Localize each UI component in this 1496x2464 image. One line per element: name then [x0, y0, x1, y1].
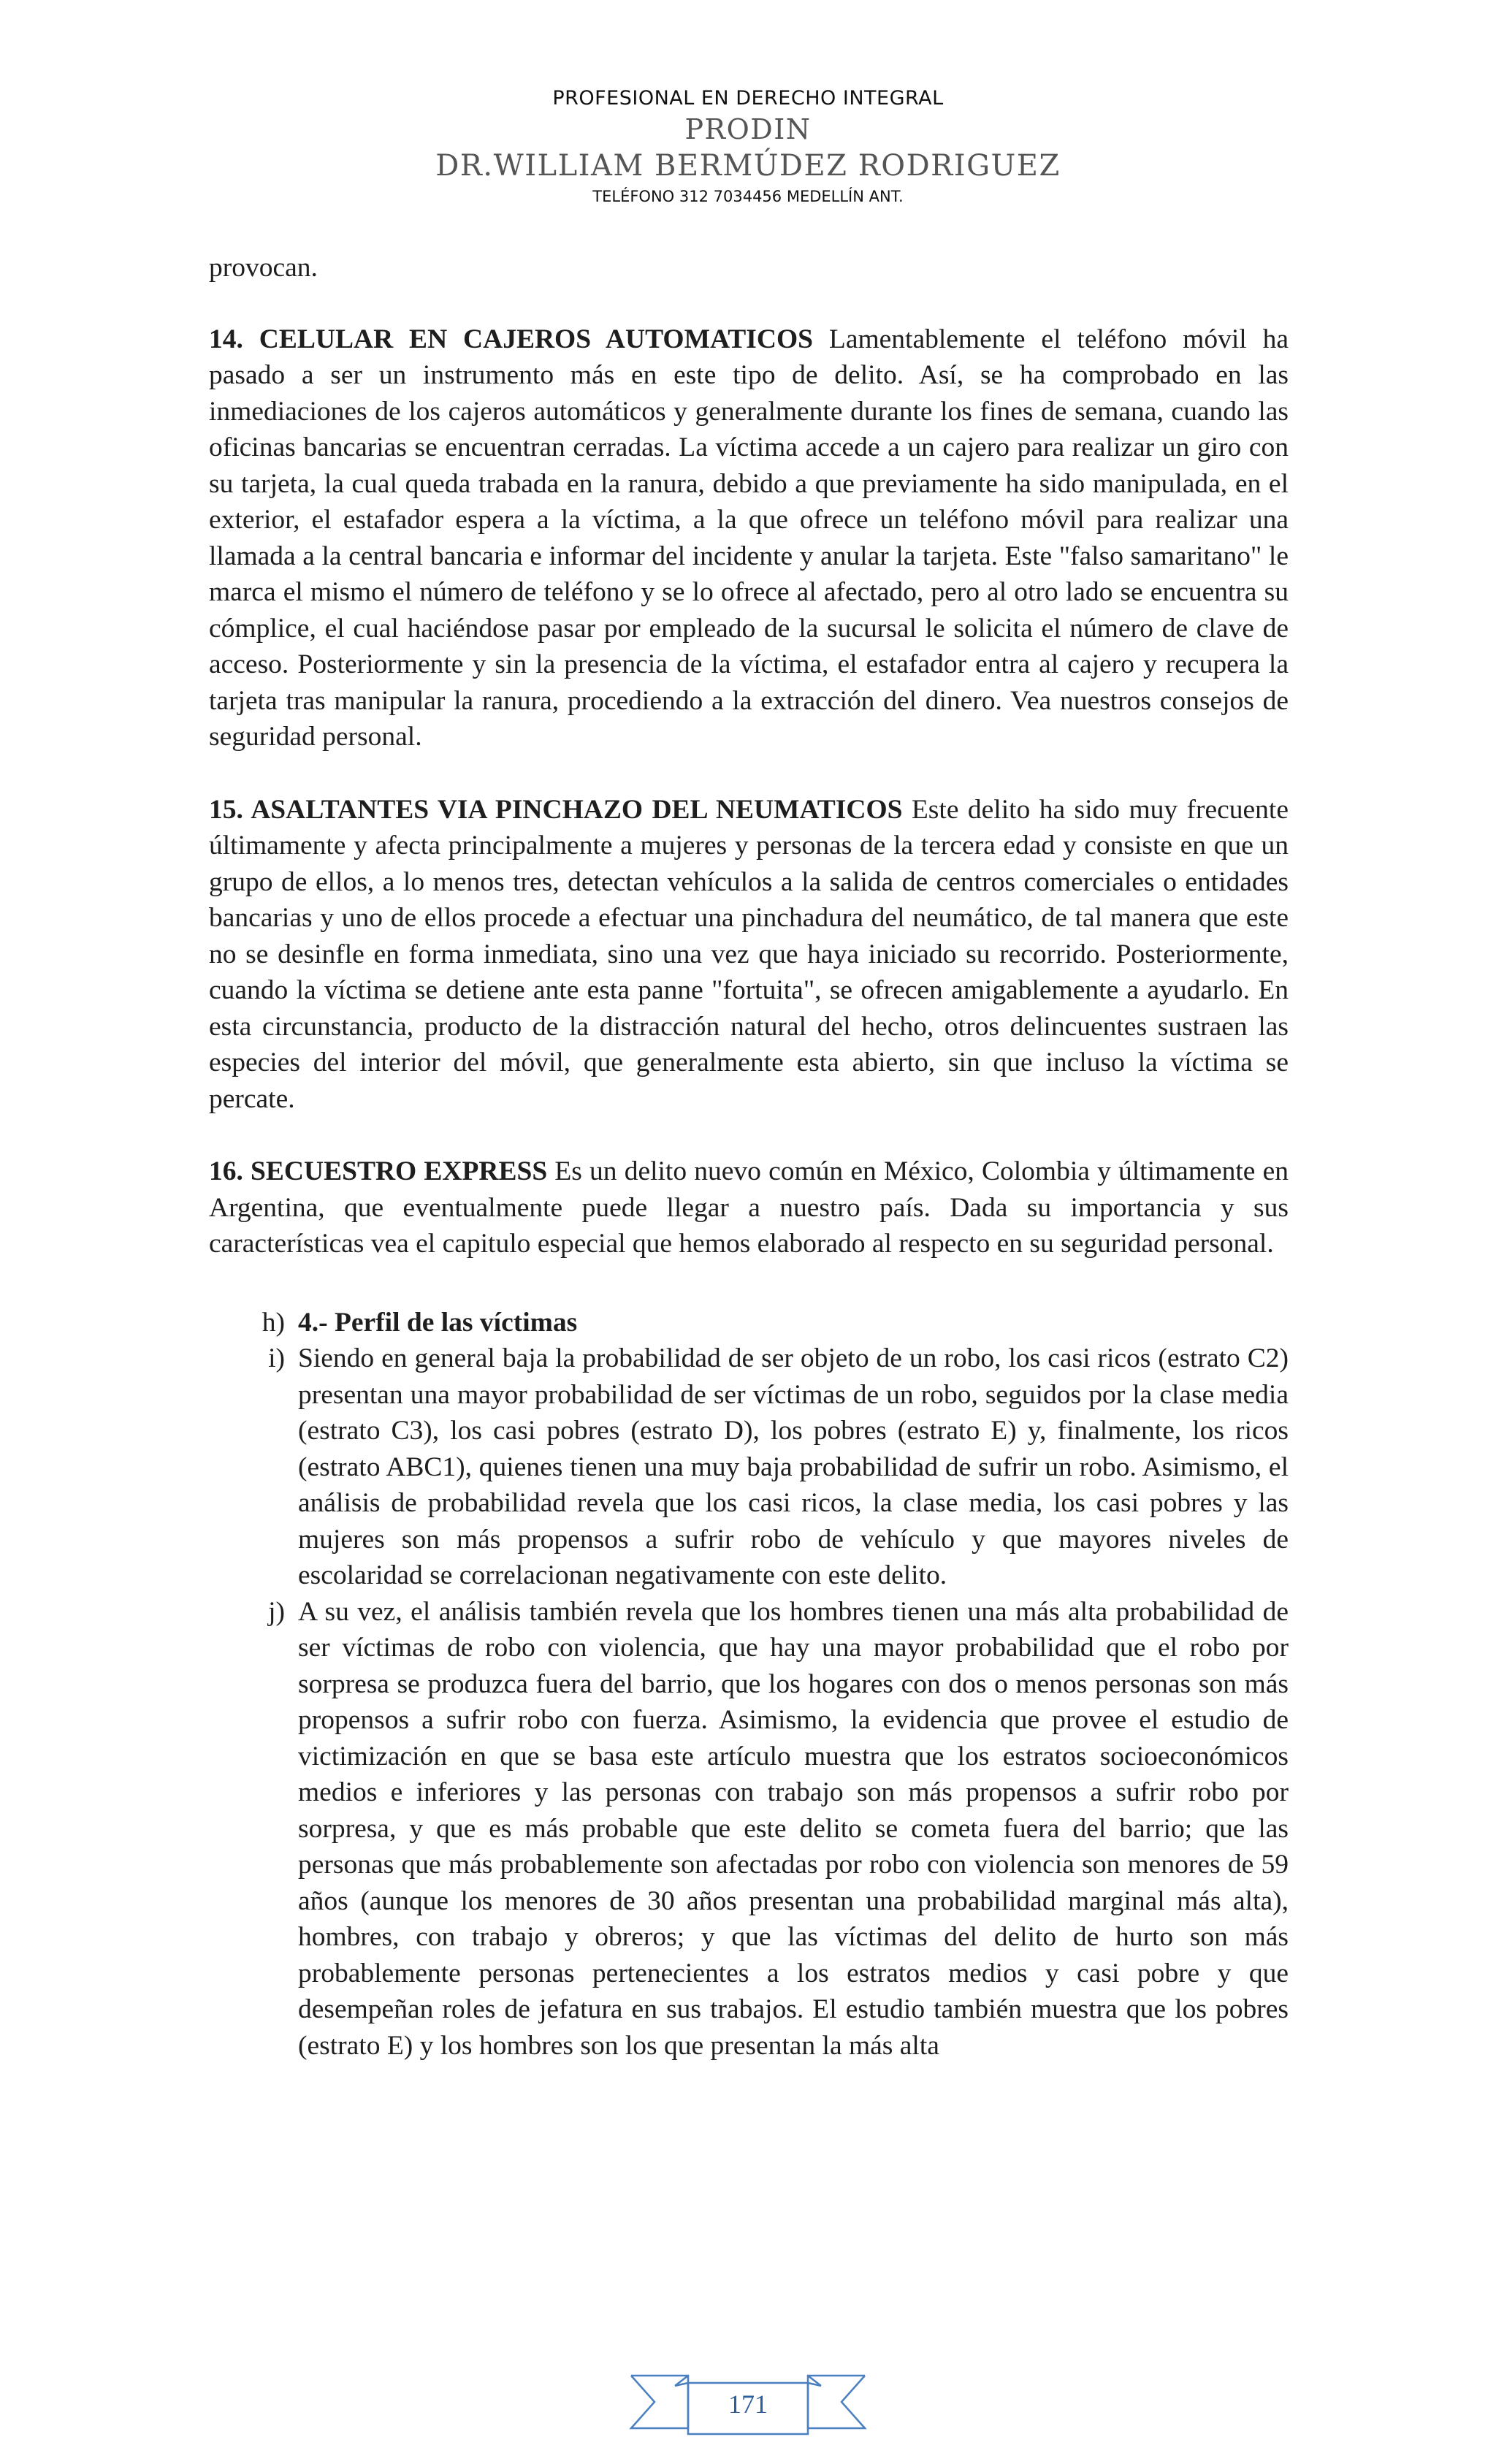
list-marker: h): [262, 1307, 285, 1338]
list-item-text: A su vez, el análisis también revela que los hombres tienen una más alta probabilidad de ser víctimas de robo con violencia, que hay una mayor probabilidad que el robo por sorpresa se produzca fuera del barrio, que los hogares con dos o menos personas son más propensos a sufrir robo con fuerza. Asimismo, la evidencia que provee el estudio de victimización en que se basa este artículo muestra que los estratos socioeconómicos medios e inferiores y las personas con trabajo son más propensos a sufrir robo por sorpresa, y que es más probable que este delito se cometa fuera del barrio; que las personas que más probablemente son afectadas por robo con violencia son menores de 59 años (aunque los menores de 30 años presentan una probabilidad marginal más alta), hombres, con trabajo y obreros; y que las víctimas del delito de hurto son más probablemente personas pertenecientes a los estratos medios y casi pobre y que desempeñan roles de jefatura en sus trabajos. El estudio también muestra que los pobres (estrato E) y los hombres son los que presentan la más alta: [298, 1596, 1289, 2061]
section-14: [209, 321, 1289, 755]
list-marker: i): [268, 1343, 285, 1373]
header-lawyer-name: DR.WILLIAM BERMÚDEZ RODRIGUEZ: [435, 149, 1061, 183]
victim-profile-list: [209, 1305, 1289, 2064]
list-item: [209, 1340, 1289, 1594]
page-number: 171: [728, 2389, 768, 2419]
header-acronym: PRODIN: [684, 113, 812, 145]
list-item: [209, 1305, 1289, 1341]
section-heading: 14. CELULAR EN CAJEROS AUTOMATICOS: [209, 324, 813, 354]
section-text: Este delito ha sido muy frecuente últimamente y afecta principalmente a mujeres y personas de la tercera edad y consiste en que un grupo de ellos, a lo menos tres, detectan vehículos a la salida de centros comerciales o entidades bancarias y uno de ellos procede a efectuar una pinchadura del neumático, de tal manera que este no se desinfle en forma inmediata, sino una vez que haya iniciado su recorrido. Posteriormente, cuando la víctima se detiene ante esta panne "fortuita", se ofrecen amigablemente a ayudarlo. En esta circunstancia, producto de la distracción natural del hecho, otros delincuentes sustraen las especies del interior del móvil, que generalmente esta abierto, sin que incluso la víctima se percate.: [209, 794, 1289, 1114]
header-firm-name: PROFESIONAL EN DERECHO INTEGRAL: [552, 87, 944, 110]
page-header: [0, 86, 1496, 209]
section-16: [209, 1153, 1289, 1262]
section-text: Es un delito nuevo común en México, Colombia y últimamente en Argentina, que eventualmente puede llegar a nuestro país. Dada su importancia y sus características vea el capitulo especial que hemos elaborado al respecto en su seguridad personal.: [209, 1156, 1289, 1259]
list-item-text: Siendo en general baja la probabilidad de ser objeto de un robo, los casi ricos (estrato C2) presentan una mayor probabilidad de ser víctimas de un robo, seguidos por la clase media (estrato C3), los casi pobres (estrato D), los pobres (estrato E) y, finalmente, los ricos (estrato ABC1), quienes tienen una muy baja probabilidad de sufrir un robo. Asimismo, el análisis de probabilidad revela que los casi ricos, la clase media, los casi pobres y las mujeres son más propensos a sufrir robo de vehículo y que mayores niveles de escolaridad se correlacionan negativamente con este delito.: [298, 1343, 1289, 1590]
list-item-heading: 4.- Perfil de las víctimas: [298, 1307, 578, 1338]
page-number-banner: [625, 2367, 871, 2437]
continuation-text: provocan.: [209, 253, 318, 283]
section-heading: 16. SECUESTRO EXPRESS: [209, 1156, 548, 1186]
list-item: [209, 1594, 1289, 2064]
list-marker: j): [268, 1596, 285, 1627]
header-phone: TELÉFONO 312 7034456 MEDELLÍN ANT.: [592, 188, 904, 205]
section-heading: 15. ASALTANTES VIA PINCHAZO DEL NEUMATICOS: [209, 794, 903, 825]
section-text: Lamentablemente el teléfono móvil ha pasado a ser un instrumento más en este tipo de delito. Así, se ha comprobado en las inmediaciones de los cajeros automáticos y generalmente durante los fines de semana, cuando las oficinas bancarias se encuentran cerradas. La víctima accede a un cajero para realizar un giro con su tarjeta, la cual queda trabada en la ranura, debido a que previamente ha sido manipulada, en el exterior, el estafador espera a la víctima, a la que ofrece un teléfono móvil para realizar una llamada a la central bancaria e informar del incidente y anular la tarjeta. Este "falso samaritano" le marca el mismo el número de teléfono y se lo ofrece al afectado, pero al otro lado se encuentra su cómplice, el cual haciéndose pasar por empleado de la sucursal le solicita el número de clave de acceso. Posteriormente y sin la presencia de la víctima, el estafador entra al cajero y recupera la tarjeta tras manipular la ranura, procediendo a la extracción del dinero. Vea nuestros consejos de seguridad personal.: [209, 324, 1289, 752]
section-15: [209, 792, 1289, 1118]
document-body: [209, 250, 1289, 2064]
